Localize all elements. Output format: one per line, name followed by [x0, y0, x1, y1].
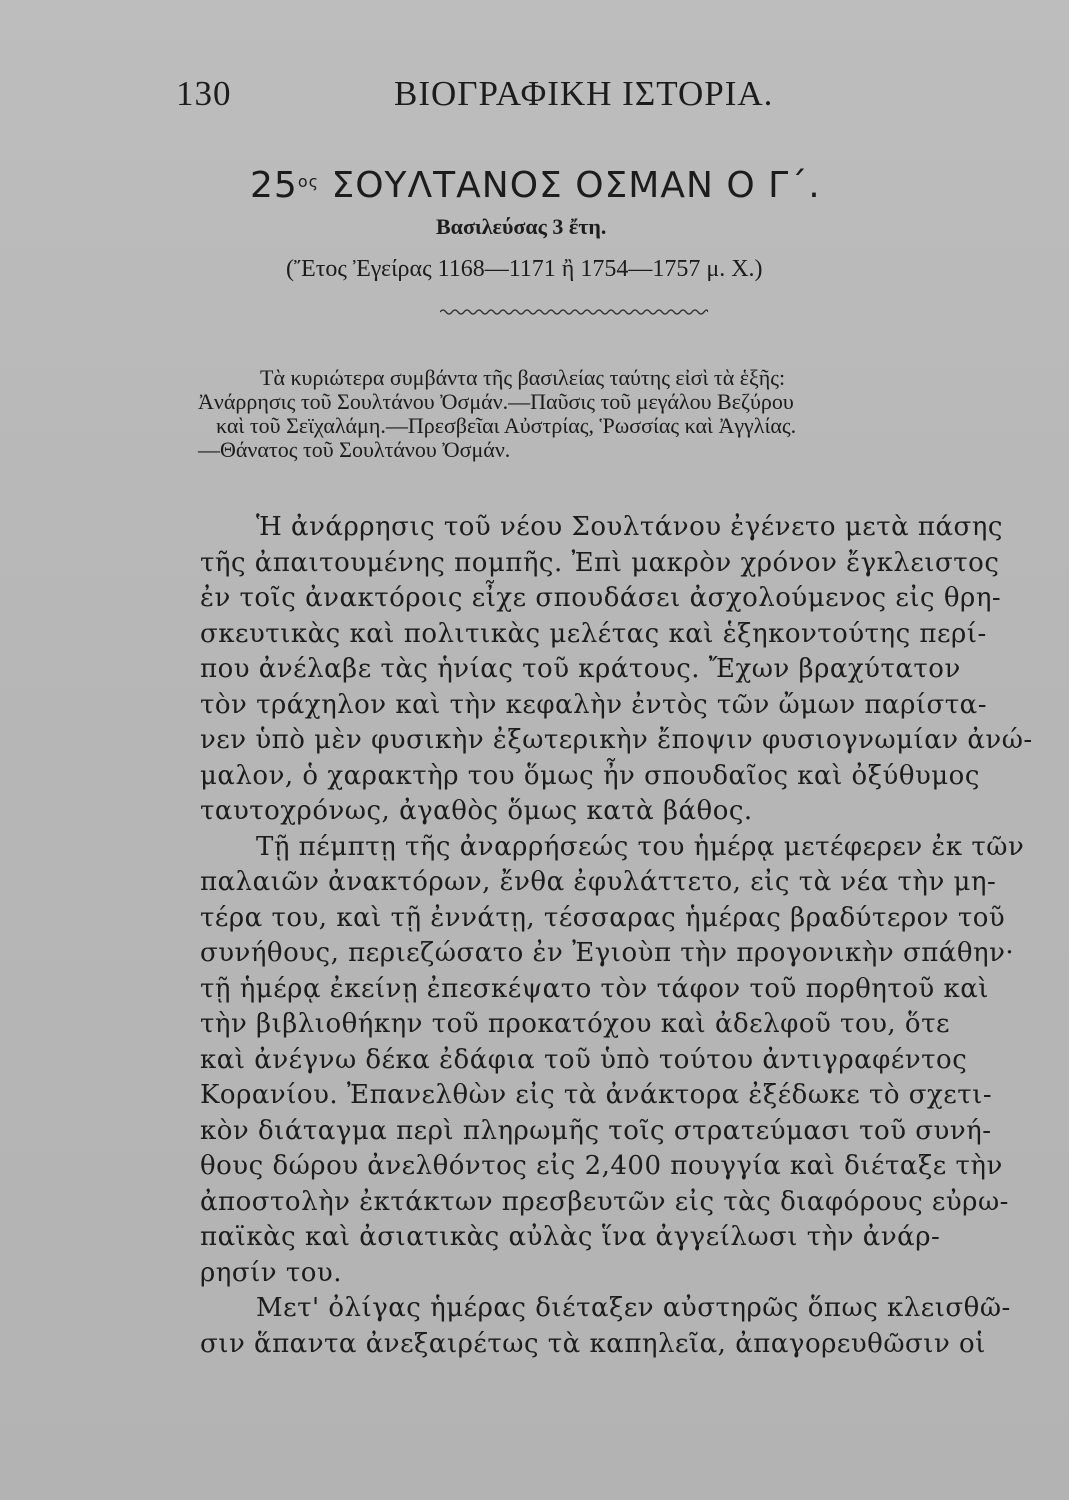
text-line: τὴν βιβλιοθήκην τοῦ προκατόχου καὶ ἀδελφοῦ του, ὅτε [200, 1009, 950, 1039]
text-line: ἐν τοῖς ἀνακτόροις εἶχε σπουδάσει ἀσχολούμενος εἰς θρη- [200, 583, 1002, 613]
text-line: Μετ' ὀλίγας ἡμέρας διέταξεν αὐστηρῶς ὅπως κλεισθῶ- [256, 1293, 1011, 1323]
text-line: σιν ἅπαντα ἀνεξαιρέτως τὰ καπηλεῖα, ἀπαγορευθῶσιν οἱ [200, 1328, 986, 1359]
page-number: 130 [176, 74, 232, 113]
summary-line: Ἀνάρρησις τοῦ Σουλτάνου Ὀσμάν.—Παῦσις τοῦ μεγάλου Βεζύρου [198, 389, 794, 414]
text-line: νεν ὑπὸ μὲν φυσικὴν ἐξωτερικὴν ἔποψιν φυσιογνωμίαν ἀνώ- [200, 725, 1033, 755]
reign-dates: (Ἔτος Ἐγείρας 1168—1171 ἢ 1754—1757 μ. Χ.) [286, 256, 763, 282]
body-text [200, 510, 1033, 1362]
chapter-summary [198, 366, 910, 462]
text-line: μαλον, ὁ χαρακτὴρ του ὅμως ἦν σπουδαῖος καὶ ὀξύθυμος [200, 760, 980, 791]
text-line: τὸν τράχηλον καὶ τὴν κεφαλὴν ἐντὸς τῶν ὤμων παρίστα- [200, 689, 988, 720]
summary-line: καὶ τοῦ Σεϊχαλάμη.—Πρεσβεῖαι Αὐστρίας, Ῥωσσίας καὶ Ἀγγλίας. [216, 413, 797, 438]
text-line: Ἡ ἀνάρρησις τοῦ νέου Σουλτάνου ἐγένετο μετὰ πάσης [256, 512, 1003, 542]
text-line: τῇ ἡμέρᾳ ἐκείνῃ ἐπεσκέψατο τὸν τάφον τοῦ πορθητοῦ καὶ [200, 973, 989, 1004]
text-line: παλαιῶν ἀνακτόρων, ἔνθα ἐφυλάττετο, εἰς τὰ νέα τὴν μη- [200, 867, 997, 897]
text-line: τῆς ἀπαιτουμένης πομπῆς. Ἐπὶ μακρὸν χρόνον ἔγκλειστος [200, 547, 1000, 578]
text-line: κὸν διάταγμα περὶ πληρωμῆς τοῖς στρατεύμασι τοῦ συνή- [200, 1115, 992, 1146]
chapter-title [250, 165, 821, 206]
text-line: που ἀνέλαβε τὰς ἡνίας τοῦ κράτους. Ἔχων βραχύτατον [200, 654, 961, 684]
text-line: σκευτικὰς καὶ πολιτικὰς μελέτας καὶ ἑξηκοντούτης περί- [200, 618, 987, 649]
ornamental-rule [440, 306, 708, 318]
text-line: Τῇ πέμπτῃ τῆς ἀναρρήσεώς του ἡμέρᾳ μετέφερεν ἐκ τῶν [256, 831, 1025, 862]
text-line: ταυτοχρόνως, ἀγαθὸς ὅμως κατὰ βάθος. [200, 796, 753, 826]
summary-line: Τὰ κυριώτερα συμβάντα τῆς βασιλείας ταύτης εἰσὶ τὰ ἑξῆς: [260, 365, 786, 390]
text-line: ἀποστολὴν ἐκτάκτων πρεσβευτῶν εἰς τὰς διαφόρους εὐρω- [200, 1186, 1009, 1217]
running-title: ΒΙΟΓΡΑΦΙΚΗ ΙΣΤΟΡΙΑ. [394, 74, 774, 113]
chapter-ordinal-suffix: ος [297, 172, 319, 191]
running-head [176, 74, 826, 114]
text-line: καὶ ἀνέγνω δέκα ἐδάφια τοῦ ὑπὸ τούτου ἀντιγραφέντος [200, 1044, 968, 1075]
text-line: συνήθους, περιεζώσατο ἐν Ἐγιοὺπ τὴν προγονικὴν σπάθην· [200, 938, 1015, 968]
summary-line: —Θάνατος τοῦ Σουλτάνου Ὀσμάν. [198, 437, 511, 462]
reign-duration: Βασιλεύσας 3 ἔτη. [436, 214, 607, 239]
text-line: θους δώρου ἀνελθόντος εἰς 2,400 πουγγία καὶ διέταξε τὴν [200, 1151, 1003, 1181]
text-line: παϊκὰς καὶ ἀσιατικὰς αὐλὰς ἵνα ἀγγείλωσι τὴν ἀνάρ- [200, 1222, 941, 1252]
text-line: τέρα του, καὶ τῇ ἐννάτῃ, τέσσαρας ἡμέρας βραδύτερον τοῦ [200, 902, 1006, 933]
chapter-ordinal: 25 [250, 165, 298, 206]
text-line: ρησίν του. [200, 1257, 342, 1288]
chapter-title-text: ΣΟΥΛΤΑΝΟΣ ΟΣΜΑΝ Ο Γ΄. [331, 165, 821, 206]
text-line: Κορανίου. Ἐπανελθὼν εἰς τὰ ἀνάκτορα ἐξέδωκε τὸ σχετι- [200, 1080, 993, 1110]
